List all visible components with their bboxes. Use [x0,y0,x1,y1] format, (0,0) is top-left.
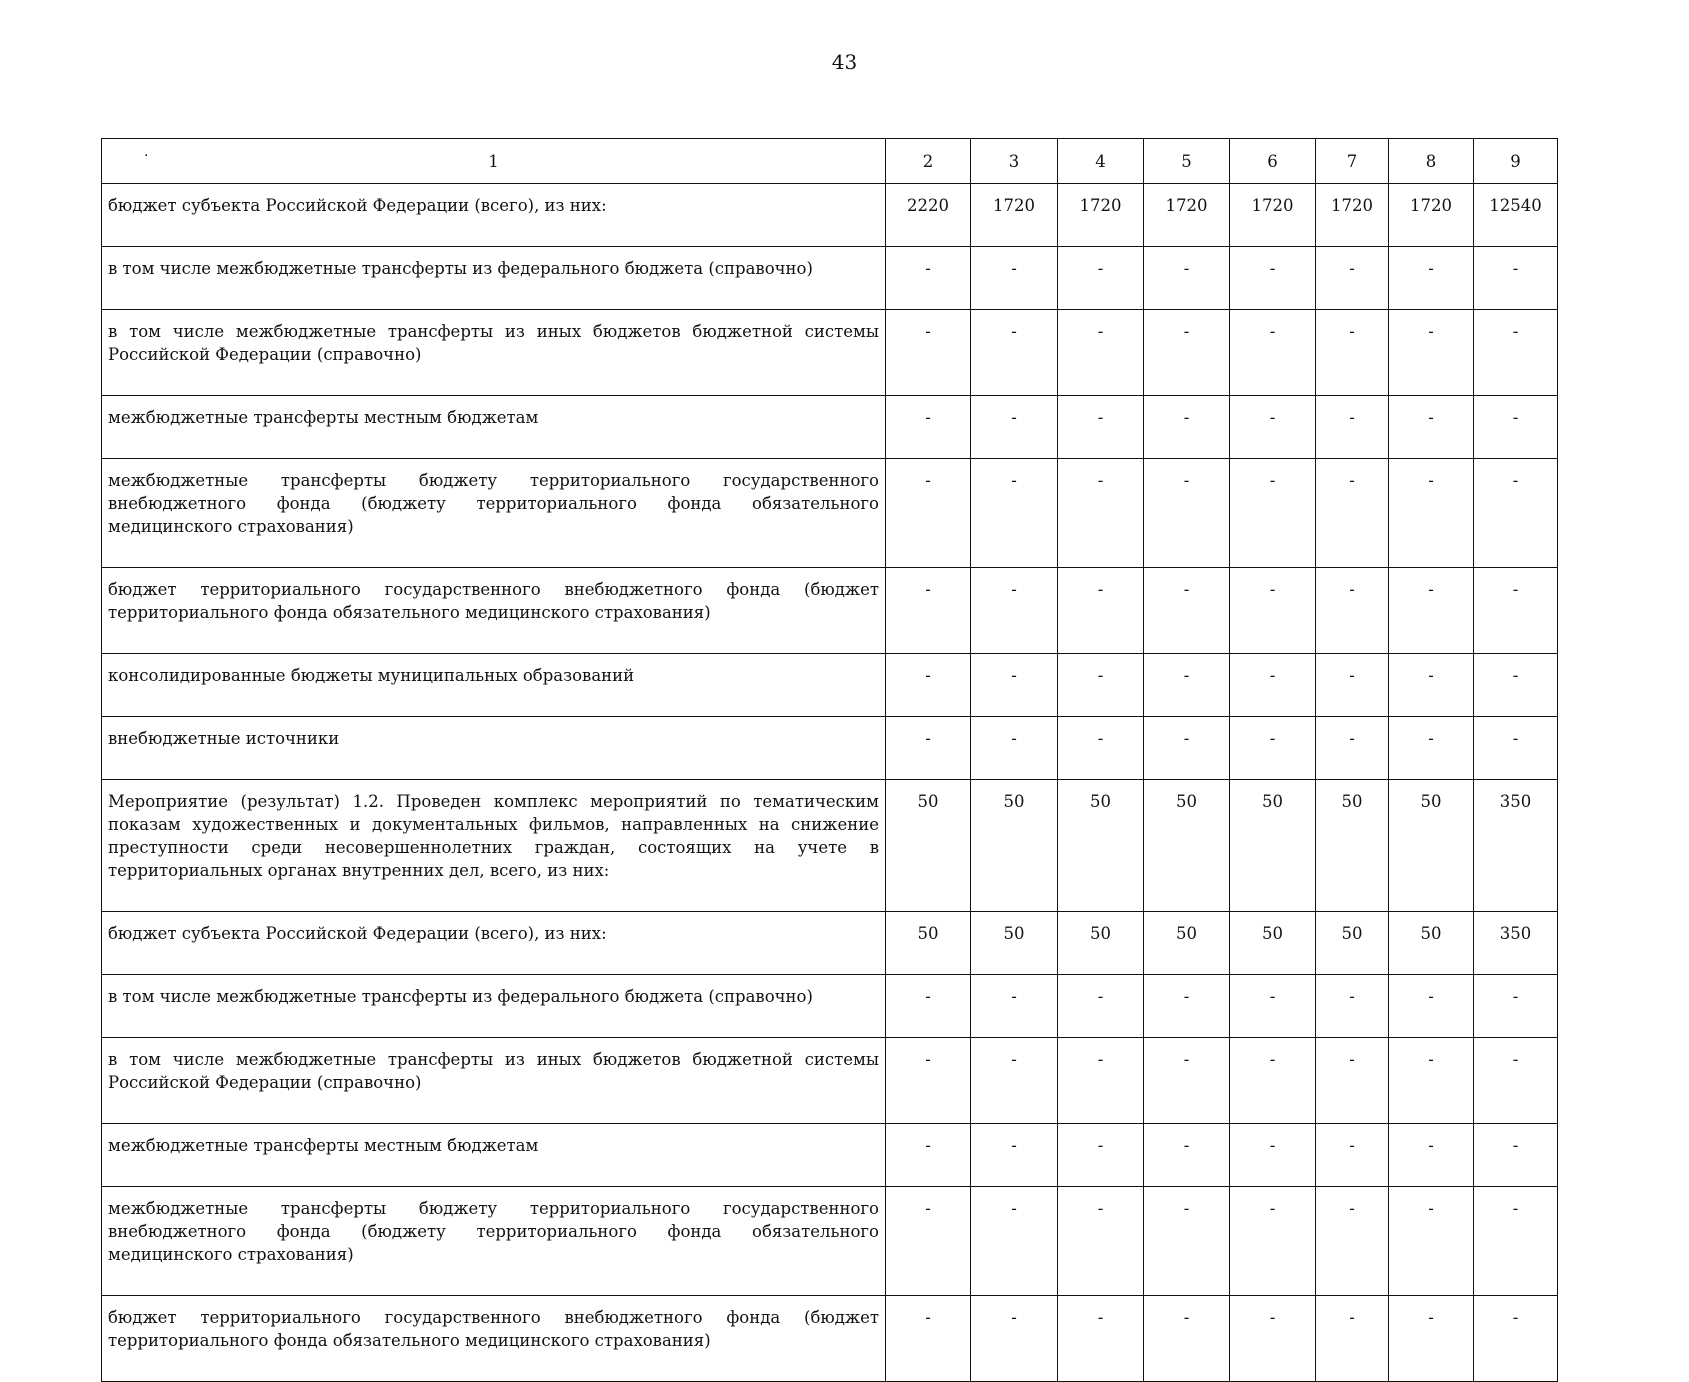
cell-value: 50 [1230,780,1316,912]
cell-value: - [1058,1124,1144,1187]
table-row [102,247,1558,310]
cell-value: - [1230,459,1316,568]
cell-value: - [1144,1187,1230,1296]
cell-value: - [1389,1038,1474,1124]
row-label: бюджет территориального государственного внебюджетного фонда (бюджет территориального фонда обязательного медицинского страхования) [102,568,886,654]
cell-value: - [1144,1038,1230,1124]
cell-value: 1720 [1389,184,1474,247]
cell-value: 50 [971,912,1058,975]
row-label: внебюджетные источники [102,717,886,780]
cell-value: - [1058,568,1144,654]
row-label: межбюджетные трансферты местным бюджетам [102,1124,886,1187]
cell-value: 50 [1230,912,1316,975]
cell-value: - [1058,310,1144,396]
row-label: бюджет субъекта Российской Федерации (всего), из них: [102,912,886,975]
cell-value: 50 [886,780,971,912]
cell-value: 50 [1389,912,1474,975]
cell-value: 50 [1144,780,1230,912]
table-row [102,1038,1558,1124]
cell-value: - [1316,717,1389,780]
table-row [102,1124,1558,1187]
cell-value: - [971,310,1058,396]
table-row [102,310,1558,396]
cell-value: - [1316,1187,1389,1296]
cell-value: - [971,1187,1058,1296]
table-row [102,717,1558,780]
table-row [102,912,1558,975]
cell-value: - [1058,717,1144,780]
header-dot: · [144,148,149,164]
cell-value: - [1144,1296,1230,1382]
cell-value: 50 [886,912,971,975]
cell-value: - [1058,459,1144,568]
cell-value: 50 [1058,780,1144,912]
cell-value: - [1389,568,1474,654]
row-label: Мероприятие (результат) 1.2. Проведен комплекс мероприятий по тематическим показам художественных и документальных фильмов, направленных на снижение преступности среди несовершеннолетних граждан, состоящих на учете в территориальных органах внутренних дел, всего, из них: [102,780,886,912]
cell-value: 50 [971,780,1058,912]
cell-value: - [1230,1187,1316,1296]
column-header-6: 6 [1230,139,1316,184]
table-row [102,184,1558,247]
cell-value: - [1389,247,1474,310]
cell-value: - [1144,1124,1230,1187]
cell-value: - [1474,975,1558,1038]
column-header-7: 7 [1316,139,1389,184]
cell-value: 1720 [1058,184,1144,247]
cell-value: - [1058,1296,1144,1382]
cell-value: 50 [1316,912,1389,975]
cell-value: - [1474,1187,1558,1296]
cell-value: - [1230,1296,1316,1382]
cell-value: 50 [1058,912,1144,975]
table-row [102,780,1558,912]
budget-table [101,138,1558,1382]
cell-value: - [1144,396,1230,459]
cell-value: - [886,310,971,396]
table-row [102,1296,1558,1382]
cell-value: - [886,459,971,568]
cell-value: 50 [1389,780,1474,912]
cell-value: - [1230,568,1316,654]
row-label: в том числе межбюджетные трансферты из иных бюджетов бюджетной системы Российской Федерации (справочно) [102,1038,886,1124]
column-header-2: 2 [886,139,971,184]
cell-value: - [1144,459,1230,568]
cell-value: - [1230,396,1316,459]
cell-value: - [1389,717,1474,780]
cell-value: - [1230,654,1316,717]
cell-value: - [1316,247,1389,310]
cell-value: - [971,459,1058,568]
row-label: бюджет субъекта Российской Федерации (всего), из них: [102,184,886,247]
column-header-1-label: 1 [488,151,499,171]
cell-value: - [886,654,971,717]
cell-value: - [1058,654,1144,717]
cell-value: - [1144,654,1230,717]
cell-value: - [1474,396,1558,459]
cell-value: - [971,247,1058,310]
cell-value: - [1144,310,1230,396]
cell-value: - [1230,1124,1316,1187]
cell-value: - [1316,975,1389,1038]
cell-value: - [886,568,971,654]
cell-value: - [1316,654,1389,717]
cell-value: - [1058,396,1144,459]
row-label: межбюджетные трансферты бюджету территориального государственного внебюджетного фонда (бюджету территориального фонда обязательного медицинского страхования) [102,1187,886,1296]
cell-value: - [1316,459,1389,568]
column-header-4: 4 [1058,139,1144,184]
cell-value: - [1058,247,1144,310]
cell-value: - [1474,1296,1558,1382]
cell-value: - [886,717,971,780]
cell-value: - [1230,247,1316,310]
table-row [102,654,1558,717]
cell-value: - [1389,1296,1474,1382]
cell-value: - [1474,1124,1558,1187]
cell-value: - [886,1038,971,1124]
cell-value: - [1474,1038,1558,1124]
cell-value: 350 [1474,912,1558,975]
cell-value: - [1316,1124,1389,1187]
table-header-row [102,139,1558,184]
cell-value: - [971,1038,1058,1124]
cell-value: - [886,1187,971,1296]
table-row [102,1187,1558,1296]
cell-value: 2220 [886,184,971,247]
cell-value: - [971,1296,1058,1382]
row-label: межбюджетные трансферты бюджету территориального государственного внебюджетного фонда (бюджету территориального фонда обязательного медицинского страхования) [102,459,886,568]
cell-value: - [886,247,971,310]
table-row [102,975,1558,1038]
cell-value: - [1474,654,1558,717]
row-label: межбюджетные трансферты местным бюджетам [102,396,886,459]
column-header-3: 3 [971,139,1058,184]
table-row [102,396,1558,459]
cell-value: - [886,396,971,459]
cell-value: - [1316,568,1389,654]
cell-value: - [1058,975,1144,1038]
column-header-9: 9 [1474,139,1558,184]
cell-value: - [1474,568,1558,654]
cell-value: - [1389,310,1474,396]
cell-value: - [1230,975,1316,1038]
cell-value: - [886,1296,971,1382]
cell-value: - [1474,459,1558,568]
cell-value: - [1144,568,1230,654]
cell-value: - [971,396,1058,459]
cell-value: 1720 [971,184,1058,247]
row-label: в том числе межбюджетные трансферты из иных бюджетов бюджетной системы Российской Федерации (справочно) [102,310,886,396]
cell-value: 1720 [1230,184,1316,247]
cell-value: - [1144,975,1230,1038]
cell-value: - [1474,310,1558,396]
cell-value: 50 [1144,912,1230,975]
cell-value: - [1389,1124,1474,1187]
column-header-8: 8 [1389,139,1474,184]
cell-value: - [1474,247,1558,310]
cell-value: - [971,654,1058,717]
cell-value: - [971,717,1058,780]
cell-value: - [1316,1038,1389,1124]
cell-value: 12540 [1474,184,1558,247]
table-row [102,568,1558,654]
cell-value: - [1389,654,1474,717]
cell-value: - [971,975,1058,1038]
row-label: бюджет территориального государственного внебюджетного фонда (бюджет территориального фонда обязательного медицинского страхования) [102,1296,886,1382]
cell-value: 1720 [1144,184,1230,247]
row-label: консолидированные бюджеты муниципальных образований [102,654,886,717]
cell-value: 350 [1474,780,1558,912]
cell-value: - [1058,1038,1144,1124]
column-header-5: 5 [1144,139,1230,184]
cell-value: - [1389,396,1474,459]
cell-value: - [1389,1187,1474,1296]
cell-value: - [1144,717,1230,780]
cell-value: - [1474,717,1558,780]
row-label: в том числе межбюджетные трансферты из федерального бюджета (справочно) [102,247,886,310]
table-row [102,459,1558,568]
cell-value: - [1316,310,1389,396]
cell-value: - [1230,1038,1316,1124]
cell-value: - [1389,975,1474,1038]
page-number: 43 [831,50,858,74]
cell-value: - [1058,1187,1144,1296]
column-header-1 [102,139,886,184]
cell-value: - [886,1124,971,1187]
cell-value: - [1230,717,1316,780]
row-label: в том числе межбюджетные трансферты из федерального бюджета (справочно) [102,975,886,1038]
cell-value: - [971,1124,1058,1187]
cell-value: 50 [1316,780,1389,912]
cell-value: - [886,975,971,1038]
cell-value: - [1389,459,1474,568]
cell-value: - [1144,247,1230,310]
cell-value: - [971,568,1058,654]
cell-value: - [1230,310,1316,396]
cell-value: - [1316,396,1389,459]
cell-value: 1720 [1316,184,1389,247]
cell-value: - [1316,1296,1389,1382]
